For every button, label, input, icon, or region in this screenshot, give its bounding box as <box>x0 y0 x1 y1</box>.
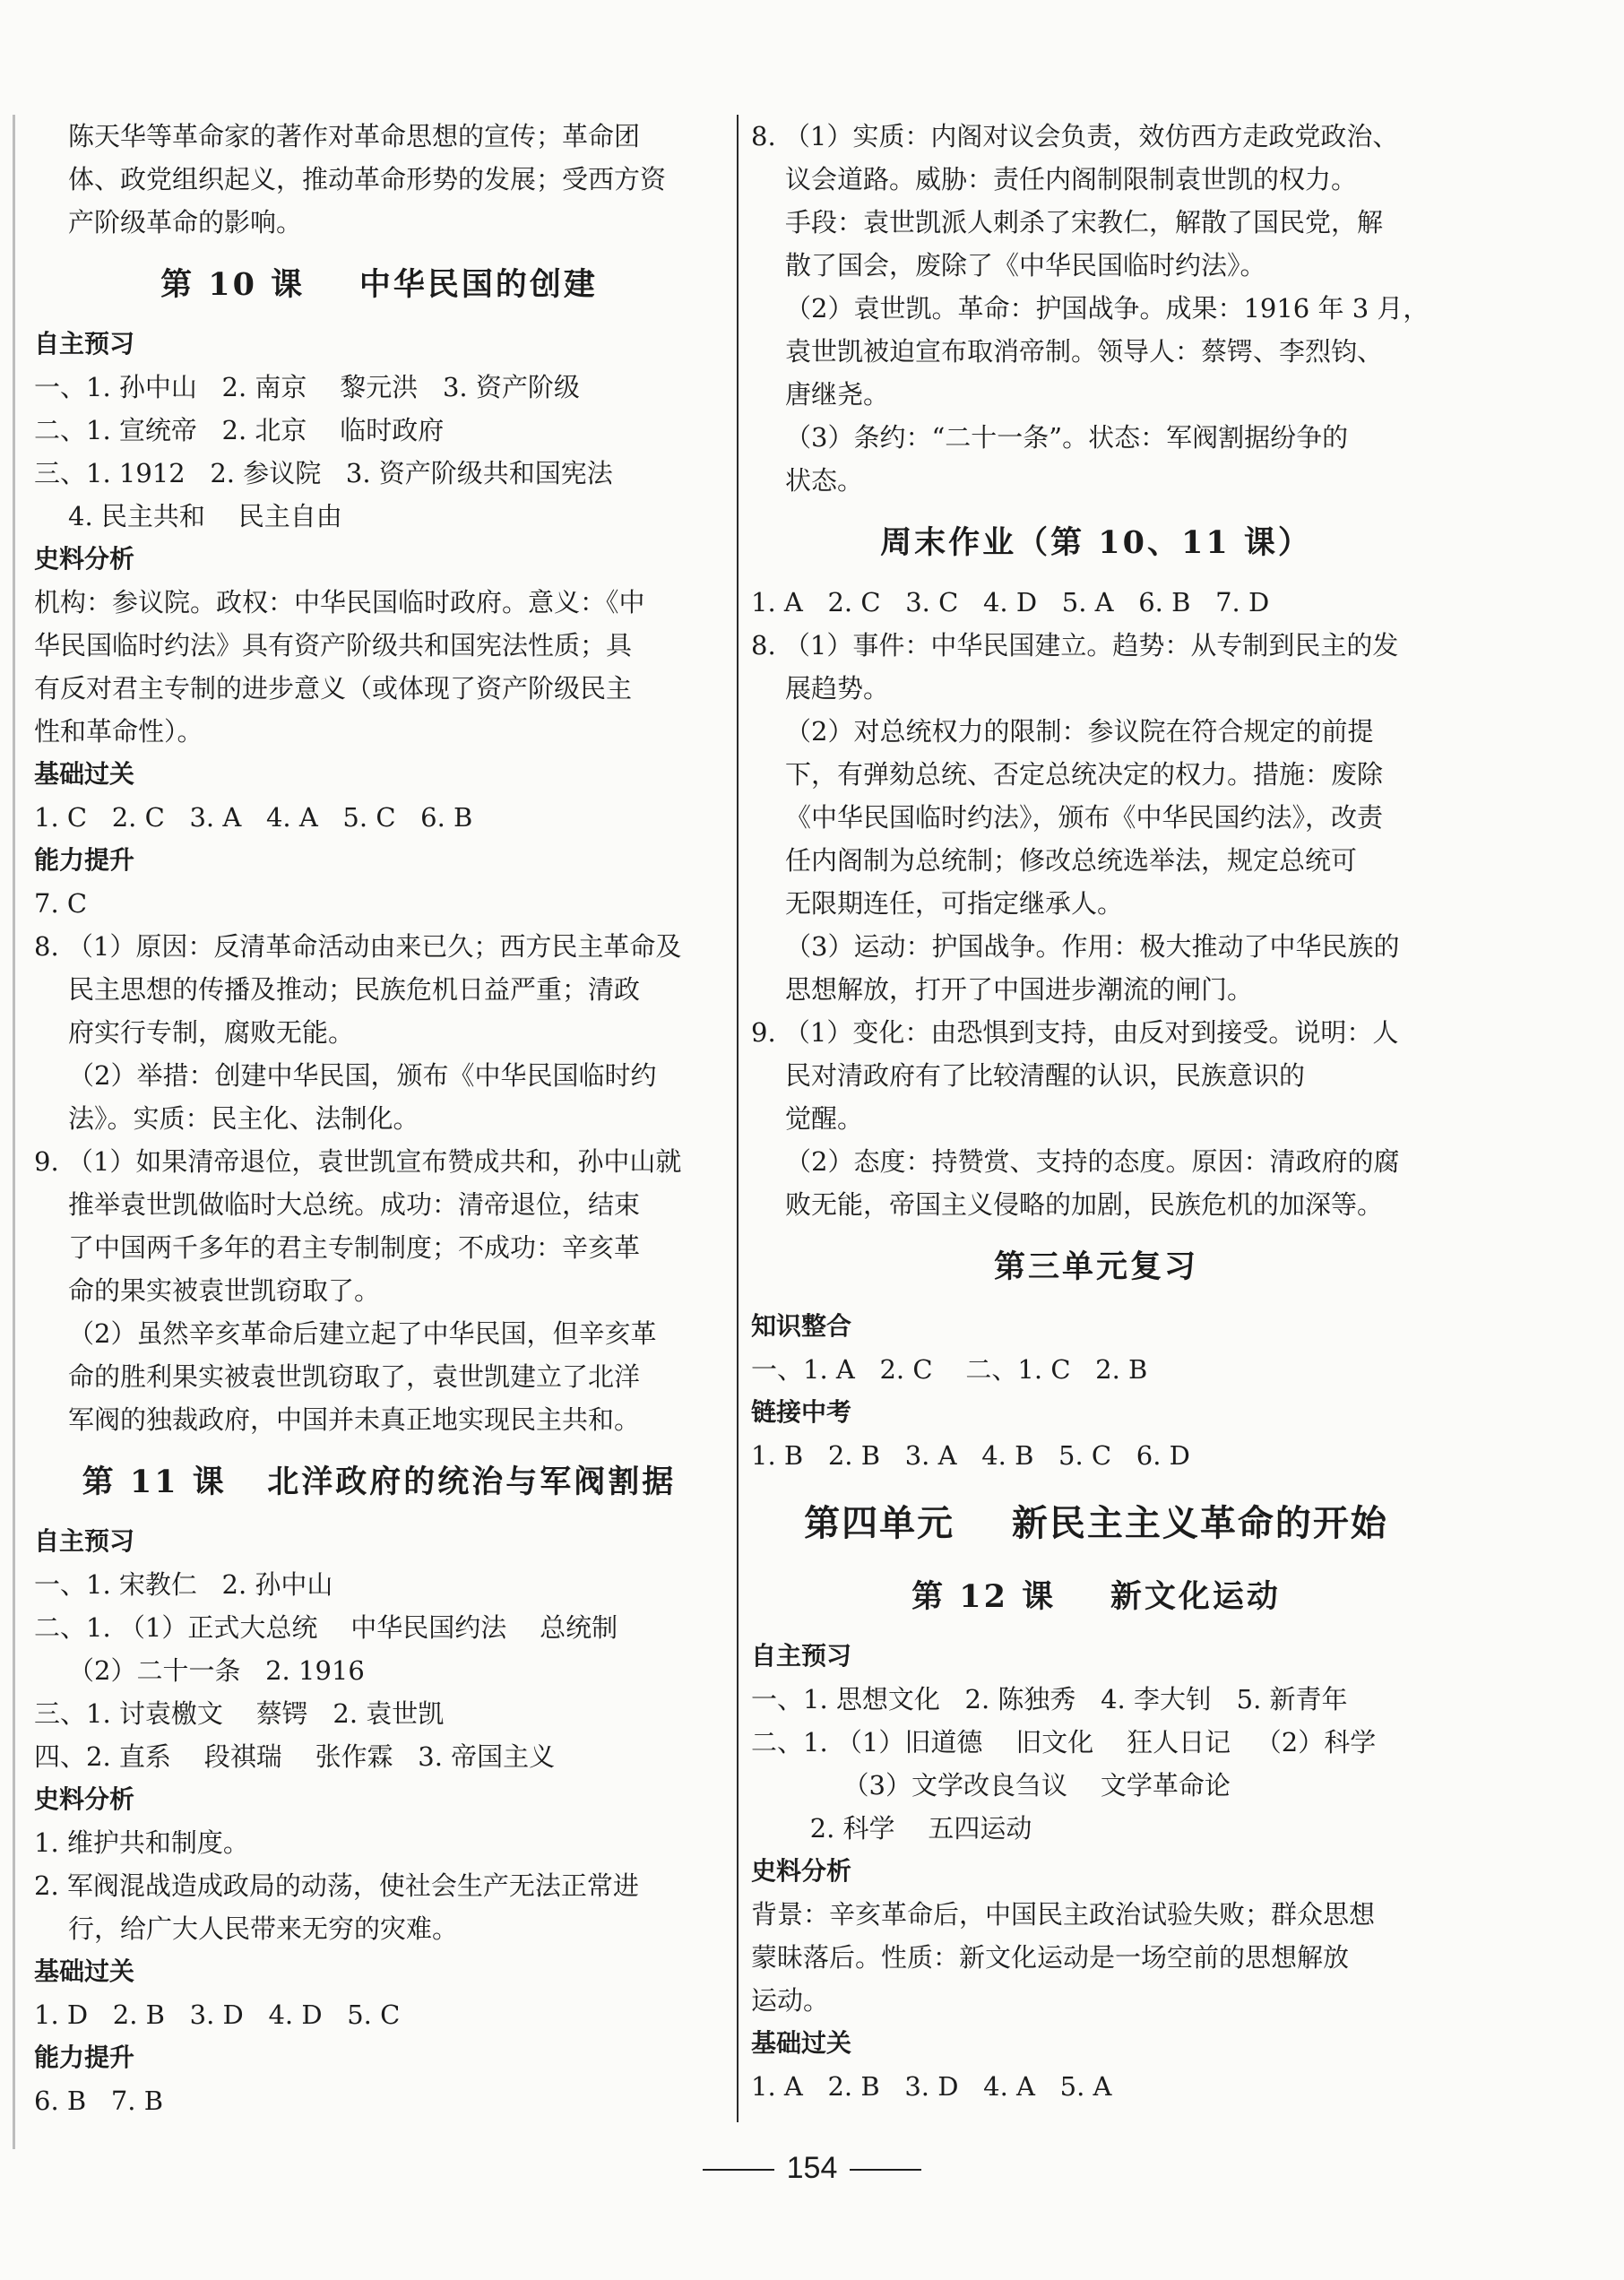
left-line: 府实行专制，腐败无能。 <box>68 1017 355 1048</box>
left-line: 2. 军阀混战造成政局的动荡，使社会生产无法正常进 <box>34 1870 639 1901</box>
left-line: 华民国临时约法》具有资产阶级共和国宪法性质；具 <box>34 630 633 661</box>
left-section-heading: 自主预习 <box>34 1526 135 1556</box>
left-line: 9. （1）如果清帝退位，袁世凯宣布赞成共和，孙中山就 <box>34 1146 682 1177</box>
right-section-heading: 基础过关 <box>751 2028 852 2058</box>
right-line: 8. （1）事件：中华民国建立。趋势：从专制到民主的发 <box>751 630 1399 661</box>
right-line: （2）态度：持赞赏、支持的态度。原因：清政府的腐 <box>785 1146 1400 1177</box>
left-line: （2）二十一条 2. 1916 <box>68 1655 365 1686</box>
footer-rule-left <box>703 2169 774 2171</box>
right-line: 9. （1）变化：由恐惧到支持，由反对到接受。说明：人 <box>751 1017 1399 1048</box>
right-lesson-title: 第三单元复习 <box>993 1248 1198 1285</box>
left-section-heading: 基础过关 <box>34 759 135 789</box>
right-line: 任内阁制为总统制；修改总统选举法，规定总统可 <box>785 845 1358 876</box>
left-line: 推举袁世凯做临时大总统。成功：清帝退位，结束 <box>68 1189 641 1220</box>
left-line: 命的胜利果实被袁世凯窃取了，袁世凯建立了北洋 <box>68 1361 641 1392</box>
left-section-heading: 史料分析 <box>34 544 135 574</box>
right-line: 《中华民国临时约法》，颁布《中华民国约法》，改责 <box>785 802 1384 833</box>
left-lesson-title: 第 10 课 中华民国的创建 <box>160 266 598 303</box>
left-line: 三、1. 讨袁檄文 蔡锷 2. 袁世凯 <box>34 1698 445 1729</box>
column-divider <box>737 115 739 2122</box>
left-line: 7. C <box>34 888 88 919</box>
page-number: 154 <box>786 2151 838 2185</box>
left-line: 二、1. （1）正式大总统 中华民国约法 总统制 <box>34 1612 618 1643</box>
right-line: 议会道路。威胁：责任内阁制限制袁世凯的权力。 <box>785 164 1358 194</box>
left-line: 有反对君主专制的进步意义（或体现了资产阶级民主 <box>34 673 633 704</box>
left-line: 8. （1）原因：反清革命活动由来已久；西方民主革命及 <box>34 931 682 962</box>
right-line: 无限期连任，可指定继承人。 <box>785 888 1124 919</box>
right-line: 背景：辛亥革命后，中国民主政治试验失败；群众思想 <box>751 1899 1376 1930</box>
left-line: 行，给广大人民带来无穷的灾难。 <box>68 1913 459 1944</box>
right-line: 一、1. A 2. C 二、1. C 2. B <box>751 1354 1148 1385</box>
left-line: 四、2. 直系 段祺瑞 张作霖 3. 帝国主义 <box>34 1741 556 1772</box>
left-line: 军阀的独裁政府，中国并未真正地实现民主共和。 <box>68 1404 641 1435</box>
right-line: （2）袁世凯。革命：护国战争。成果：1916 年 3 月， <box>785 293 1430 324</box>
right-line: （2）对总统权力的限制：参议院在符合规定的前提 <box>785 716 1374 747</box>
right-line: 1. B 2. B 3. A 4. B 5. C 6. D <box>751 1440 1190 1471</box>
left-line: 1. D 2. B 3. D 4. D 5. C <box>34 1999 401 2030</box>
right-line: 展趋势。 <box>785 673 890 704</box>
right-line: 8. （1）实质：内阁对议会负责，效仿西方走政党政治、 <box>751 121 1399 151</box>
left-line: 产阶级革命的影响。 <box>68 207 303 238</box>
left-line: 了中国两千多年的君主专制制度；不成功：辛亥革 <box>68 1232 641 1263</box>
right-line: 袁世凯被迫宣布取消帝制。领导人：蔡锷、李烈钧、 <box>785 336 1384 367</box>
left-line: 陈天华等革命家的著作对革命思想的宣传；革命团 <box>68 121 641 151</box>
right-line: 思想解放，打开了中国进步潮流的闸门。 <box>785 974 1254 1005</box>
right-line: 蒙昧落后。性质：新文化运动是一场空前的思想解放 <box>751 1942 1350 1973</box>
left-line: 法》。实质：民主化、法制化。 <box>68 1103 419 1134</box>
right-line: （3）文学改良刍议 文学革命论 <box>785 1770 1231 1801</box>
right-section-heading: 自主预习 <box>751 1641 852 1671</box>
right-section-heading: 知识整合 <box>751 1311 852 1341</box>
left-line: 1. 维护共和制度。 <box>34 1827 249 1858</box>
footer-rule-right <box>850 2169 921 2171</box>
left-line: 体、政党组织起义，推动革命形势的发展；受西方资 <box>68 164 667 194</box>
left-line: 机构：参议院。政权：中华民国临时政府。意义：《中 <box>34 587 645 618</box>
left-line: 4. 民主共和 民主自由 <box>68 501 342 531</box>
left-section-heading: 史料分析 <box>34 1784 135 1814</box>
left-column <box>34 115 724 2122</box>
right-line: 2. 科学 五四运动 <box>785 1813 1032 1844</box>
left-line: 性和革命性）。 <box>34 716 203 747</box>
left-line: 三、1. 1912 2. 参议院 3. 资产阶级共和国宪法 <box>34 458 613 488</box>
right-line: 败无能，帝国主义侵略的加剧，民族危机的加深等。 <box>785 1189 1384 1220</box>
left-section-heading: 自主预习 <box>34 329 135 358</box>
right-line: 下，有弹劾总统、否定总统决定的权力。措施：废除 <box>785 759 1384 790</box>
left-line: 一、1. 孙中山 2. 南京 黎元洪 3. 资产阶级 <box>34 372 580 402</box>
right-line: 1. A 2. C 3. C 4. D 5. A 6. B 7. D <box>751 587 1270 618</box>
right-line: 一、1. 思想文化 2. 陈独秀 4. 李大钊 5. 新青年 <box>751 1684 1348 1714</box>
right-section-heading: 史料分析 <box>751 1856 852 1886</box>
right-line: 状态。 <box>785 465 864 496</box>
right-line: 手段：袁世凯派人刺杀了宋教仁，解散了国民党，解 <box>785 207 1384 238</box>
left-section-heading: 能力提升 <box>34 2042 135 2072</box>
right-column <box>751 115 1441 2108</box>
left-section-heading: 能力提升 <box>34 845 135 875</box>
left-line: 6. B 7. B <box>34 2086 164 2116</box>
page-binding-edge <box>13 115 15 2149</box>
left-line: （2）虽然辛亥革命后建立起了中华民国，但辛亥革 <box>68 1318 657 1349</box>
right-line: 运动。 <box>751 1985 830 2016</box>
left-line: 命的果实被袁世凯窃取了。 <box>68 1275 381 1306</box>
right-section-heading: 链接中考 <box>751 1397 852 1427</box>
right-line: （3）运动：护国战争。作用：极大推动了中华民族的 <box>785 931 1400 962</box>
right-line: 觉醒。 <box>785 1103 864 1134</box>
right-line: 民对清政府有了比较清醒的认识，民族意识的 <box>785 1060 1306 1091</box>
page-number-footer <box>0 2151 1624 2186</box>
left-line: 二、1. 宣统帝 2. 北京 临时政府 <box>34 415 445 445</box>
right-lesson-title: 周末作业（第 10、11 课） <box>880 524 1312 561</box>
left-line: （2）举措：创建中华民国，颁布《中华民国临时约 <box>68 1060 657 1091</box>
right-line: 唐继尧。 <box>785 379 890 410</box>
left-line: 1. C 2. C 3. A 4. A 5. C 6. B <box>34 802 473 833</box>
left-lesson-title: 第 11 课 北洋政府的统治与军阀割据 <box>82 1464 677 1500</box>
right-line: 二、1. （1）旧道德 旧文化 狂人日记 （2）科学 <box>751 1727 1377 1758</box>
right-line: 1. A 2. B 3. D 4. A 5. A <box>751 2071 1112 2102</box>
left-section-heading: 基础过关 <box>34 1956 135 1986</box>
left-line: 一、1. 宋教仁 2. 孙中山 <box>34 1569 333 1600</box>
right-unit-title: 第四单元 新民主主义革命的开始 <box>804 1503 1388 1544</box>
left-line: 民主思想的传播及推动；民族危机日益严重；清政 <box>68 974 641 1005</box>
right-line: （3）条约：“二十一条”。状态：军阀割据纷争的 <box>785 422 1349 453</box>
right-line: 散了国会，废除了《中华民国临时约法》。 <box>785 250 1266 281</box>
right-lesson-title: 第 12 课 新文化运动 <box>911 1578 1281 1615</box>
